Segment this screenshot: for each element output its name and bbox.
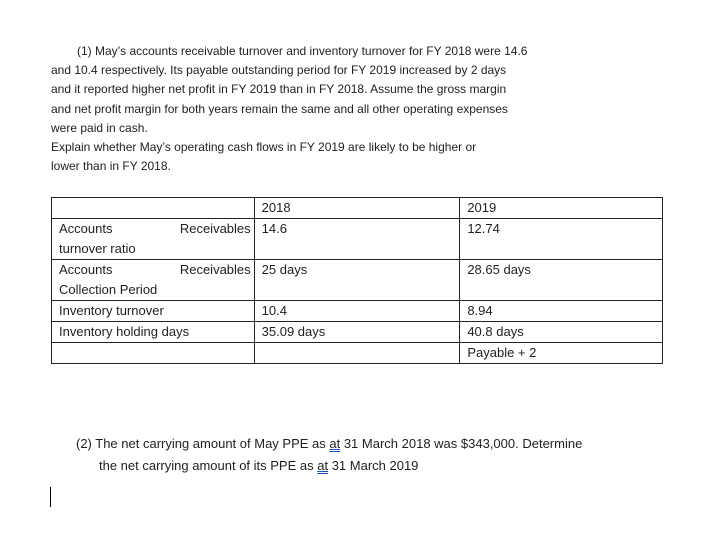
- label-part: Inventory holding days: [52, 322, 254, 343]
- header-2019: 2019: [460, 198, 663, 219]
- row-label-ar-collection: [52, 260, 255, 301]
- question-1-line: lower than in FY 2018.: [51, 159, 171, 174]
- table-row: [52, 219, 663, 260]
- question-1-line: were paid in cash.: [51, 120, 148, 135]
- question-1-line: Explain whether May’s operating cash flows in FY 2019 are likely to be higher or: [51, 139, 477, 154]
- label-part: Accounts: [59, 262, 113, 277]
- table-header-row: [52, 198, 663, 219]
- label-part: Inventory turnover: [52, 301, 254, 322]
- value-2019: 28.65 days: [460, 260, 663, 301]
- label-part: Receivables: [179, 221, 251, 236]
- table-header-empty-cell: [52, 198, 255, 219]
- value-2018: [254, 301, 460, 364]
- table-row: [52, 301, 663, 364]
- value-line: Payable + 2: [467, 345, 537, 360]
- table-row: [52, 260, 663, 301]
- question-2-line: (2) The net carrying amount of May PPE as at 31 March 2018 was $343,000. Determine: [76, 436, 583, 451]
- value-2019: [460, 301, 663, 364]
- label-part: turnover ratio: [59, 241, 136, 256]
- label-part: Receivables: [179, 262, 251, 277]
- question-1-line: (1) May’s accounts receivable turnover and inventory turnover for FY 2018 were 14.6: [77, 44, 528, 58]
- value-line: 8.94: [460, 301, 662, 322]
- value-2018: 14.6: [254, 219, 460, 260]
- value-line: 35.09 days: [255, 322, 460, 343]
- question-1: [51, 42, 651, 176]
- value-2019: 12.74: [460, 219, 663, 260]
- text-cursor[interactable]: [50, 487, 51, 507]
- row-label-inventory: [52, 301, 255, 364]
- proofing-underline: at: [317, 458, 329, 473]
- value-line: 40.8 days: [460, 322, 662, 343]
- question-1-line: and 10.4 respectively. Its payable outstanding period for FY 2019 increased by 2 days: [51, 63, 507, 78]
- value-line: 10.4: [255, 301, 460, 322]
- ratio-table: [51, 197, 663, 364]
- row-label-ar-turnover: [52, 219, 255, 260]
- question-1-line: and it reported higher net profit in FY 2019 than in FY 2018. Assume the gross margin: [51, 82, 507, 97]
- question-2: [76, 433, 676, 477]
- label-part: Accounts: [59, 221, 113, 236]
- label-part: Collection Period: [59, 282, 158, 297]
- question-1-line: and net profit margin for both years remain the same and all other operating expenses: [51, 101, 508, 116]
- header-2018: 2018: [254, 198, 460, 219]
- proofing-underline: at: [329, 436, 341, 451]
- question-2-line: the net carrying amount of its PPE as at 31 March 2019: [99, 458, 419, 473]
- value-2018: 25 days: [254, 260, 460, 301]
